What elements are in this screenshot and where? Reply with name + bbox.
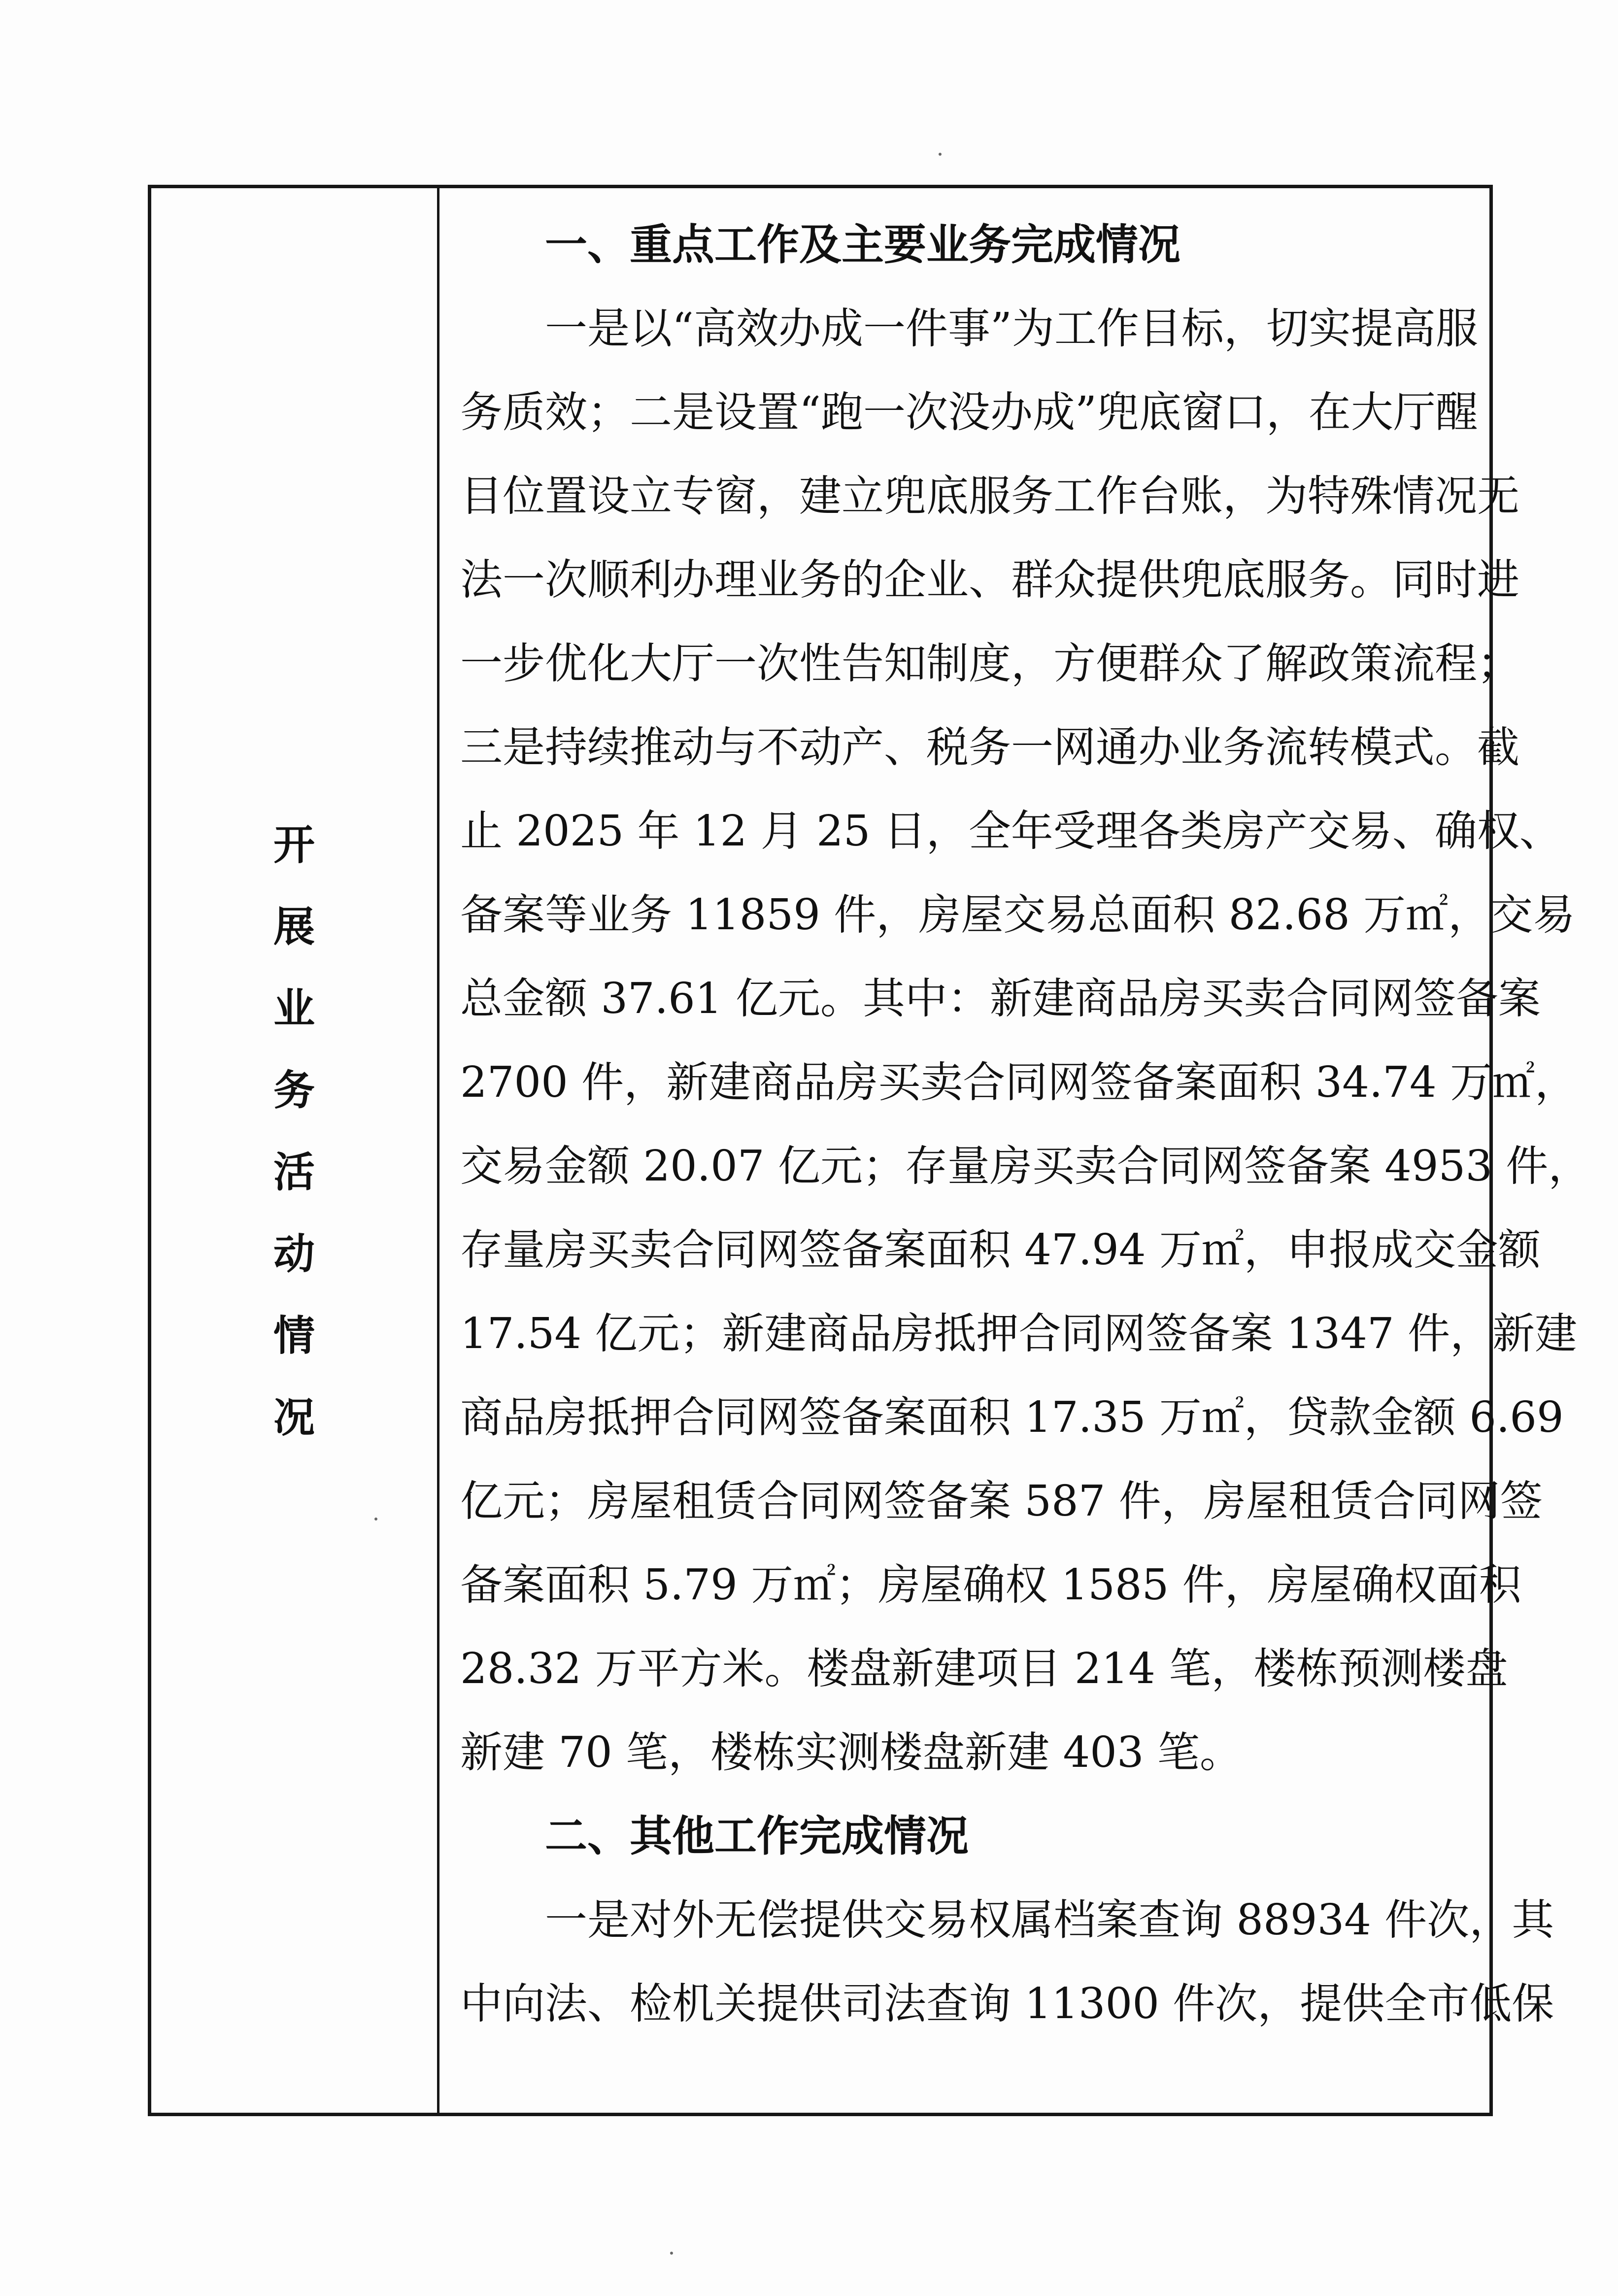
- paragraph-line: 存量房买卖合同网签备案面积 47.94 万㎡，申报成交金额: [460, 1225, 1541, 1275]
- paragraph-line: 17.54 亿元；新建商品房抵押合同网签备案 1347 件，新建: [460, 1309, 1578, 1358]
- paragraph-line: 止 2025 年 12 月 25 日，全年受理各类房产交易、确权、: [460, 807, 1562, 856]
- paragraph-line: 亿元；房屋租赁合同网签备案 587 件，房屋租赁合同网签: [460, 1477, 1543, 1526]
- paragraph-line: 务质效；二是设置“跑一次没办成”兜底窗口，在大厅醒: [460, 388, 1478, 437]
- paragraph-line: 商品房抵押合同网签备案面积 17.35 万㎡，贷款金额 6.69: [460, 1393, 1564, 1442]
- paragraph-line: 新建 70 笔，楼栋实测楼盘新建 403 笔。: [460, 1728, 1242, 1777]
- content-column: [439, 188, 1591, 2113]
- section-1-heading: 一、重点工作及主要业务完成情况: [545, 220, 1180, 270]
- paragraph-line: 2700 件，新建商品房买卖合同网签备案面积 34.74 万㎡，: [460, 1058, 1578, 1107]
- paragraph-line: 一是对外无偿提供交易权属档案查询 88934 件次，其: [545, 1895, 1554, 1945]
- paragraph-line: 备案面积 5.79 万㎡；房屋确权 1585 件，房屋确权面积: [460, 1560, 1521, 1610]
- label-char: 业: [273, 984, 315, 1033]
- paragraph-line: 目位置设立专窗，建立兜底服务工作台账，为特殊情况无: [460, 472, 1519, 521]
- paragraph-line: 28.32 万平方米。楼盘新建项目 214 笔，楼栋预测楼盘: [460, 1644, 1508, 1693]
- paragraph-line: 总金额 37.61 亿元。其中：新建商品房买卖合同网签备案: [460, 974, 1541, 1023]
- paragraph-line: 法一次顺利办理业务的企业、群众提供兜底服务。同时进: [460, 555, 1519, 605]
- label-char: 动: [273, 1229, 315, 1278]
- section-2-heading: 二、其他工作完成情况: [545, 1812, 969, 1861]
- label-text: [151, 804, 437, 1458]
- label-char: 务: [273, 1066, 315, 1114]
- content-body: [460, 203, 1591, 2046]
- scan-speck: [670, 2252, 673, 2255]
- paragraph-line: 一步优化大厅一次性告知制度，方便群众了解政策流程；: [460, 639, 1519, 688]
- label-char: 活: [273, 1148, 315, 1196]
- label-char: 况: [273, 1393, 315, 1442]
- paragraph-line: 交易金额 20.07 亿元；存量房买卖合同网签备案 4953 件，: [460, 1142, 1591, 1191]
- paragraph-line: 三是持续推动与不动产、税务一网通办业务流转模式。截: [460, 723, 1519, 772]
- form-table: [148, 185, 1591, 2116]
- label-char: 情: [273, 1311, 315, 1360]
- scan-speck: [939, 153, 942, 156]
- label-column: [151, 188, 439, 2113]
- paragraph-line: 备案等业务 11859 件，房屋交易总面积 82.68 万㎡，交易: [460, 890, 1576, 940]
- paragraph-line: 一是以“高效办成一件事”为工作目标，切实提高服: [545, 304, 1478, 353]
- label-char: 开: [273, 820, 315, 869]
- paragraph-line: 中向法、检机关提供司法查询 11300 件次，提供全市低保: [460, 1979, 1554, 2028]
- label-char: 展: [273, 902, 315, 951]
